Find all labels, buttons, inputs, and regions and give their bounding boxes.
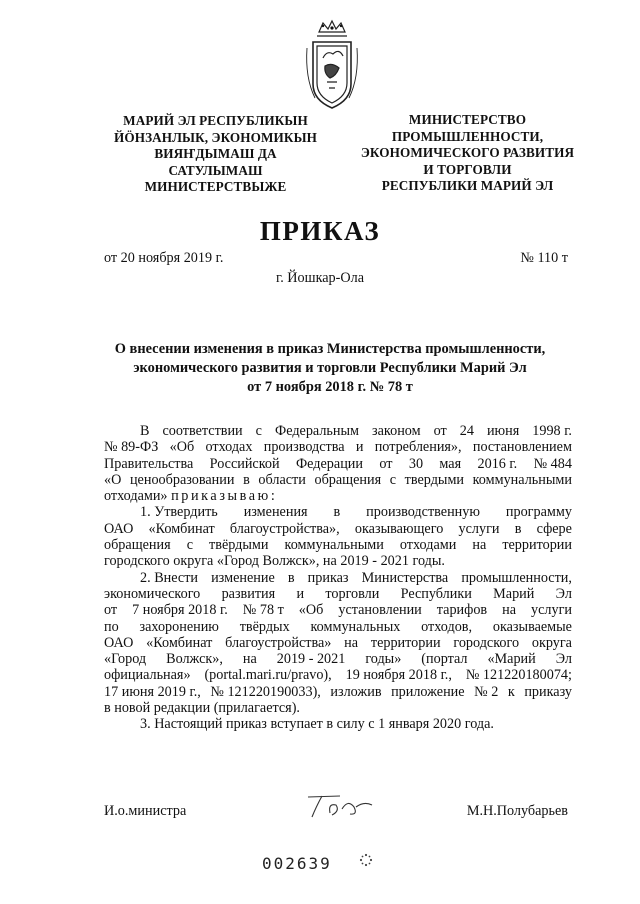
body-word: территории <box>502 537 572 554</box>
document-date: от 20 ноября 2019 г. <box>104 250 224 266</box>
body-line <box>104 423 572 439</box>
body-word: оказывающего <box>354 520 444 537</box>
body-word: «Комбинат <box>146 634 213 651</box>
body-word: благоустройства» <box>225 634 332 651</box>
body-word: № 121220180074; <box>465 667 572 684</box>
body-line <box>104 521 572 537</box>
body-word: развития <box>221 585 276 602</box>
body-word: Республики <box>400 585 472 602</box>
document-title: ПРИКАЗ <box>259 216 381 246</box>
body-word: № 121220190033), <box>210 683 321 700</box>
body-word: услуги <box>458 520 500 537</box>
body-line: 3. Настоящий приказ вступает в силу с 1 января 2020 года. <box>140 716 494 733</box>
document-body <box>104 423 572 733</box>
body-word: на <box>242 651 257 668</box>
body-word: коммунальными <box>284 537 384 554</box>
body-word: Российской <box>209 455 280 472</box>
body-line: в новой редакции (прилагается). <box>104 700 300 717</box>
body-word: Правительства <box>104 455 194 472</box>
body-line <box>104 488 572 504</box>
body-word: приказу <box>524 683 572 700</box>
body-word: с <box>389 471 397 488</box>
coat-of-arms-icon <box>303 18 361 114</box>
body-word: торговли <box>325 585 380 602</box>
body-word: отходами <box>399 537 457 554</box>
body-word: от <box>104 602 118 619</box>
body-word: приказ <box>307 569 349 586</box>
body-word: законом <box>372 423 421 439</box>
body-word: Федеральным <box>275 423 360 439</box>
body-word: программу <box>505 504 572 521</box>
body-word: «О <box>104 471 122 488</box>
body-word: № 78 т <box>242 602 284 619</box>
body-word: и <box>296 585 305 602</box>
body-word: «Город <box>104 651 147 668</box>
signatory-role: И.о.министра <box>104 803 187 819</box>
body-line <box>104 472 572 488</box>
body-line <box>104 504 572 520</box>
body-word: обращения <box>314 471 382 488</box>
body-word: в <box>243 471 250 488</box>
document-subject <box>80 340 580 397</box>
serial-number: 002639 <box>262 854 332 873</box>
subject-line: О внесении изменения в приказ Министерства промышленности, <box>114 341 546 357</box>
header-right-line: ЭКОНОМИЧЕСКОГО РАЗВИТИЯ <box>360 145 575 160</box>
body-word: оказываемые <box>492 618 572 635</box>
body-word: изложив <box>330 683 382 700</box>
body-line <box>104 635 572 651</box>
body-word: коммунальных <box>310 618 401 635</box>
body-word: твёрдых <box>239 618 290 635</box>
body-line <box>104 456 572 472</box>
body-word: Федерации <box>295 455 363 472</box>
header-left-line: САТУЛЫМАШ <box>168 162 263 178</box>
body-word: отходах <box>205 439 253 456</box>
body-word: № 2 <box>474 683 499 700</box>
body-word: № 484 <box>533 455 572 472</box>
body-word: 24 <box>459 423 474 439</box>
body-word: Марий <box>493 585 535 602</box>
body-word: 1. Утвердить <box>140 504 218 521</box>
header-right <box>350 112 585 195</box>
body-word: (portal.mari.ru/pravo), <box>204 667 332 684</box>
body-word: городского <box>453 634 520 651</box>
body-word: официальная» <box>104 667 191 684</box>
body-line <box>104 570 572 586</box>
body-word: 2016 г. <box>477 455 518 472</box>
body-word: на <box>344 634 359 651</box>
body-line <box>104 651 572 667</box>
document-city: г. Йошкар-Ола <box>276 270 364 286</box>
signature-icon <box>302 787 382 823</box>
body-line <box>104 537 572 553</box>
header-left-line: ВИЯҤДЫМАШ ДА <box>154 146 277 161</box>
body-word: Эл <box>555 585 572 602</box>
body-word: с <box>255 423 262 439</box>
body-word: твердыми <box>404 471 465 488</box>
header-right-line: И ТОРГОВЛИ <box>423 161 512 177</box>
body-word: обращения <box>104 537 171 554</box>
body-word: 2019 - 2021 <box>276 651 346 668</box>
body-word: Волжск», <box>166 651 223 668</box>
body-word: по <box>104 618 119 635</box>
body-word: Эл <box>555 651 572 668</box>
header-left <box>108 113 323 196</box>
body-word: области <box>258 471 306 488</box>
body-word: в <box>333 504 341 521</box>
body-word: потребления», <box>374 439 462 456</box>
body-word: производственную <box>366 504 480 521</box>
body-word: захоронению <box>139 618 219 635</box>
body-word: к <box>507 683 515 700</box>
body-word: на <box>472 537 487 554</box>
body-word: 2. Внести <box>140 569 198 586</box>
body-word: Министерства <box>361 569 449 586</box>
body-word: коммунальными <box>472 471 572 488</box>
header-left-line: МИНИСТЕРСТВЫЖЕ <box>144 179 287 194</box>
body-word: установлении <box>338 602 422 619</box>
body-word: «Комбинат <box>148 520 215 537</box>
body-word: постановлением <box>472 439 572 456</box>
body-word: ОАО <box>104 520 134 537</box>
body-word: «Об <box>169 439 195 456</box>
body-word: производства <box>263 439 345 456</box>
signatory-name: М.Н.Полубарьев <box>466 803 568 819</box>
body-word: ценообразовании <box>129 471 235 488</box>
body-word: 7 ноября 2018 г. <box>132 602 228 619</box>
body-line: городского округа «Город Волжск», на 2019 - 2021 годы. <box>104 553 445 570</box>
header-left-line: ЙӦНЗАНЛЫК, ЭКОНОМИКЫН <box>114 129 317 145</box>
body-text-segment: отходами» <box>104 488 168 505</box>
body-word: на <box>502 602 517 619</box>
body-word: годы» <box>365 651 402 668</box>
body-word: отходов, <box>421 618 473 635</box>
stamp-mark-icon <box>358 852 374 868</box>
body-word: 1998 г. <box>532 423 572 439</box>
body-word: в <box>514 520 522 537</box>
body-word: услуги <box>531 602 572 619</box>
body-line <box>104 667 572 683</box>
body-word: территории <box>370 634 441 651</box>
body-line <box>104 684 572 700</box>
header-right-line: МИНИСТЕРСТВО <box>408 112 527 127</box>
body-word: с <box>186 537 193 554</box>
body-word: ОАО <box>104 634 134 651</box>
body-word: от <box>379 455 393 472</box>
body-line <box>104 602 572 618</box>
body-word: № 89-ФЗ <box>104 439 159 456</box>
document-number: № 110 т <box>520 250 568 266</box>
body-word: 30 <box>408 455 424 472</box>
body-word: экономического <box>104 585 201 602</box>
body-word: в <box>287 569 295 586</box>
body-word: твёрдыми <box>209 537 269 554</box>
body-word: изменения <box>243 504 308 521</box>
body-word: «Марий <box>487 651 536 668</box>
body-word: соответствии <box>162 423 243 439</box>
header-right-line: РЕСПУБЛИКИ МАРИЙ ЭЛ <box>381 178 554 193</box>
body-line <box>104 619 572 635</box>
body-word: 19 ноября 2018 г., <box>345 667 452 684</box>
body-word: «Об <box>298 602 324 619</box>
header-left-line: МАРИЙ ЭЛ РЕСПУБЛИКЫН <box>123 113 308 128</box>
body-line <box>104 439 572 455</box>
body-word: мая <box>439 455 462 472</box>
body-line <box>104 586 572 602</box>
body-word: округа <box>531 634 572 651</box>
body-word: тарифов <box>436 602 488 619</box>
body-word: 17 июня 2019 г., <box>104 683 201 700</box>
body-word: В <box>140 423 150 439</box>
body-word: приложение <box>391 683 465 700</box>
header-right-line: ПРОМЫШЛЕННОСТИ, <box>391 128 544 144</box>
body-word: сфере <box>536 520 572 537</box>
body-word: промышленности, <box>461 569 572 586</box>
body-word: июня <box>486 423 520 439</box>
body-word: от <box>433 423 447 439</box>
body-word: и <box>355 439 364 456</box>
subject-line: экономического развития и торговли Республики Марий Эл <box>133 360 527 376</box>
order-word: приказываю: <box>171 488 278 505</box>
body-word: благоустройства», <box>229 520 340 537</box>
subject-line: от 7 ноября 2018 г. № 78 т <box>247 379 413 395</box>
body-word: изменение <box>211 569 275 586</box>
body-word: (портал <box>421 651 468 668</box>
